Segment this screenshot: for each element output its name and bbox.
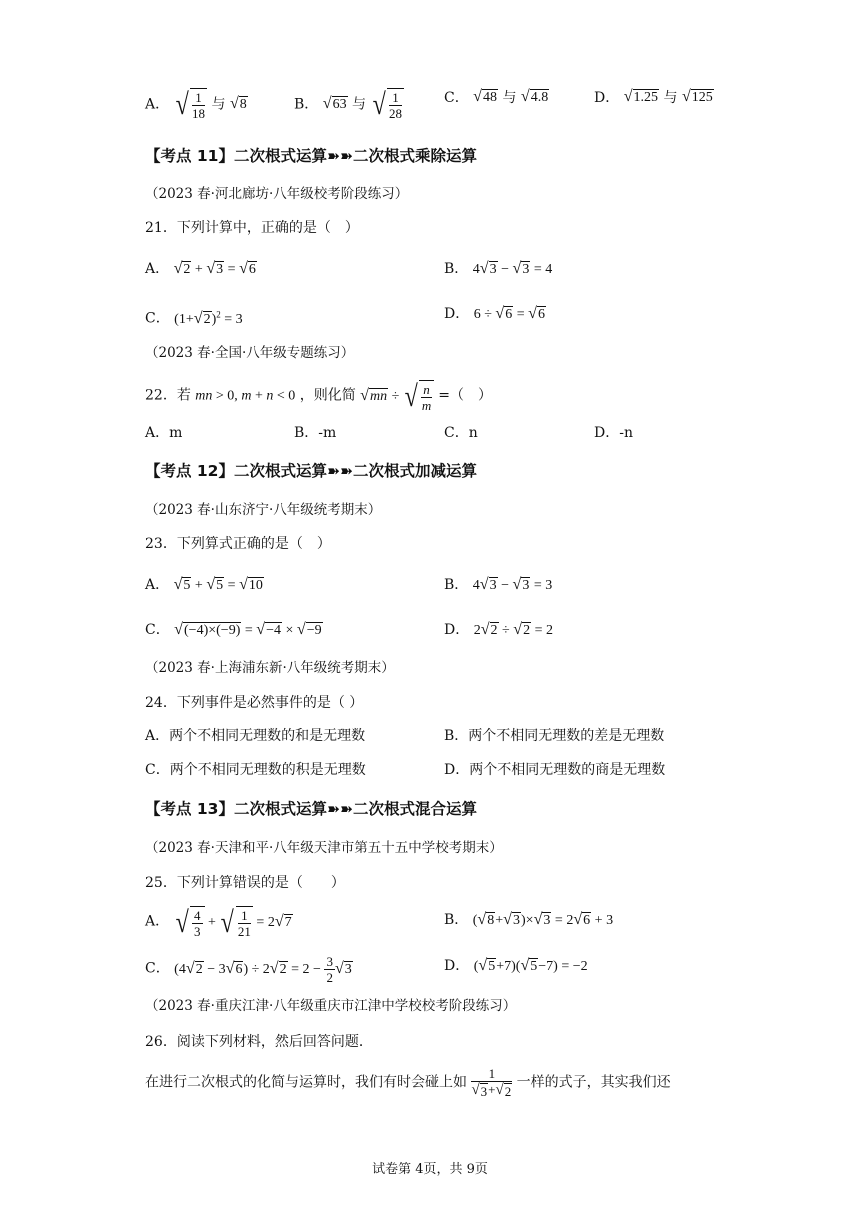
- question-26-stem: 26．阅读下列材料，然后回答问题．: [145, 1034, 373, 1050]
- source-note-26: （2023 春·重庆江津·八年级重庆市江津中学校校考阶段练习）: [145, 998, 517, 1014]
- q23-option-c: C． √ (−4)×(−9) = √ −4 × √ −9: [145, 620, 322, 638]
- question-26-body: 在进行二次根式的化简与运算时，我们有时会碰上如 1 √ 3 + √ 2 一样的式子，其实我们还: [145, 1066, 671, 1099]
- question-25-stem: 25．下列计算错误的是（ ）: [145, 875, 345, 891]
- section-heading-13: 【考点 13】二次根式运算➽➽二次根式混合运算: [145, 800, 477, 818]
- q21-option-a: A． √ 2 + √ 3 = √ 6: [145, 259, 256, 277]
- question-22-stem: 22．若 mn > 0, m + n < 0 ，则化简 √ mn ÷ √ $\frac{n}{m}$ =（ ）: [145, 379, 492, 413]
- q21-option-c: C． (1+ √ 2 )$^2$ = 3: [145, 309, 243, 327]
- source-note-22: （2023 春·全国·八年级专题练习）: [145, 345, 355, 361]
- q22-option-d: D．-n: [594, 425, 633, 441]
- q23-option-d: D． 2 √ 2 ÷ √ 2 = 2: [444, 620, 553, 638]
- source-note-25: （2023 春·天津和平·八年级天津市第五十五中学校考期末）: [145, 840, 503, 856]
- q24-option-b: B．两个不相同无理数的差是无理数: [444, 728, 665, 744]
- q25-option-a: A． √ $\frac{4}{3}$ + √ $\frac{1}{21}$ = 2 √ 7: [145, 905, 292, 939]
- q21-option-d: D． 6 ÷ √ 6 = √ 6: [444, 304, 545, 322]
- q25-option-d: D． ( √ 5 +7)( √ 5 −7) = −2: [444, 956, 588, 974]
- section-heading-11: 【考点 11】二次根式运算➽➽二次根式乘除运算: [145, 147, 477, 165]
- q25-option-c: C． (4 √ 2 − 3 √ 6 ) ÷ 2 √ 2 = 2 − $\frac{3}{2}$ √ 3: [145, 954, 352, 985]
- source-note-23: （2023 春·山东济宁·八年级统考期末）: [145, 502, 382, 518]
- q22-option-c: C．n: [444, 425, 478, 441]
- question-24-stem: 24．下列事件是必然事件的是（ ）: [145, 695, 364, 711]
- q23-option-b: B． 4 √ 3 − √ 3 = 3: [444, 575, 553, 593]
- q22-option-b: B．-m: [294, 425, 337, 441]
- q20-option-c: C． √ 48 与 √ 4.8: [444, 88, 549, 106]
- section-heading-12: 【考点 12】二次根式运算➽➽二次根式加减运算: [145, 462, 477, 480]
- question-21-stem: 21．下列计算中，正确的是（ ）: [145, 220, 359, 236]
- q24-option-c: C．两个不相同无理数的积是无理数: [145, 762, 366, 778]
- page-footer: 试卷第 4页，共 9页: [372, 1162, 488, 1177]
- q23-option-a: A． √ 5 + √ 5 = √ 10: [145, 575, 263, 593]
- q20-option-b: B． √ 63 与 √ $\frac{1}{28}$: [294, 87, 402, 121]
- q20-option-a: A． √ $\frac{1}{18}$ 与 √ 8: [145, 87, 247, 121]
- source-note-24: （2023 春·上海浦东新·八年级统考期末）: [145, 660, 395, 676]
- q20-option-d: D． √ 1.25 与 √ 125: [594, 88, 713, 106]
- q21-option-b: B． 4 √ 3 − √ 3 = 4: [444, 259, 553, 277]
- q24-option-a: A．两个不相同无理数的和是无理数: [145, 728, 366, 744]
- q22-option-a: A．m: [145, 425, 183, 441]
- source-note-21: （2023 春·河北廊坊·八年级校考阶段练习）: [145, 186, 409, 202]
- question-23-stem: 23．下列算式正确的是（ ）: [145, 536, 331, 552]
- q24-option-d: D．两个不相同无理数的商是无理数: [444, 762, 666, 778]
- q25-option-b: B． ( √ 8 + √ 3 )× √ 3 = 2 √ 6 + 3: [444, 910, 614, 928]
